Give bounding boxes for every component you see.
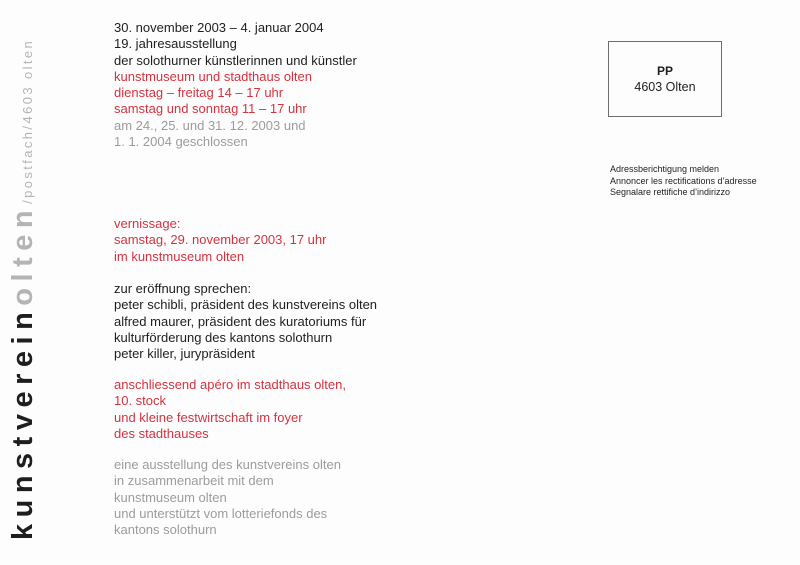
apero-line: und kleine festwirtschaft im foyer [114,409,303,425]
speaker-line: peter schibli, präsident des kunstvereins olten [114,297,378,313]
postage-place: 4603 Olten [634,80,696,94]
postage-code: PP [656,64,673,78]
apero-line: des stadthauses [114,425,209,441]
organizer-credits [114,457,341,538]
credits-line: kunstmuseum olten [114,489,227,505]
closed-dates-line-1: am 24., 25. und 31. 12. 2003 und [114,117,306,133]
vernissage-when: samstag, 29. november 2003, 17 uhr [114,232,327,248]
kunstverein-logo [9,39,38,540]
logo-slash-1: / [20,197,35,204]
address-notice-it: Segnalare rettifiche d’indirizzo [610,187,731,197]
exhibition-title: 19. jahresausstellung [114,36,237,52]
opening-hours-weekday: dienstag – freitag 14 – 17 uhr [114,85,284,101]
speakers-intro: zur eröffnung sprechen: [114,281,252,296]
exhibition-subtitle: der solothurner künstlerinnen und künstler [114,52,357,68]
exhibition-info [114,20,357,150]
address-notice-de: Adressberichtigung melden [610,164,720,174]
speaker-line: peter killer, jurypräsident [114,346,255,362]
address-correction-notice [610,164,757,199]
opening-hours-weekend: samstag und sonntag 11 – 17 uhr [114,101,307,117]
exhibition-dates: 30. november 2003 – 4. januar 2004 [114,20,324,35]
speaker-line: kulturförderung des kantons solothurn [114,329,333,345]
logo-word-olten: olten [7,203,39,306]
closed-dates-line-2: 1. 1. 2004 geschlossen [114,134,248,150]
apero-line: 10. stock [114,393,167,409]
vernissage-label: vernissage: [114,216,181,231]
postage-paid-box [608,41,722,117]
credits-line: eine ausstellung des kunstvereins olten [114,457,341,472]
address-notice-fr: Annoncer les rectifications d’adresse [610,175,757,186]
vernissage-where: im kunstmuseum olten [114,248,245,264]
logo-word-kunstverein: kunstverein [7,305,39,540]
vernissage-info [114,216,326,265]
credits-line: in zusammenarbeit mit dem [114,473,274,489]
logo-postfach: postfach [20,129,35,198]
credits-line: und unterstützt vom lotteriefonds des [114,505,328,521]
credits-line: kantons solothurn [114,522,217,538]
exhibition-venue: kunstmuseum und stadthaus olten [114,68,313,84]
apero-line: anschliessend apéro im stadthaus olten, [114,377,346,392]
logo-city: 4603 olten [20,38,35,124]
speakers-list [114,281,377,362]
logo-slash-2: / [20,123,35,130]
speaker-line: alfred maurer, präsident des kuratoriums für [114,313,367,329]
apero-info [114,377,346,442]
